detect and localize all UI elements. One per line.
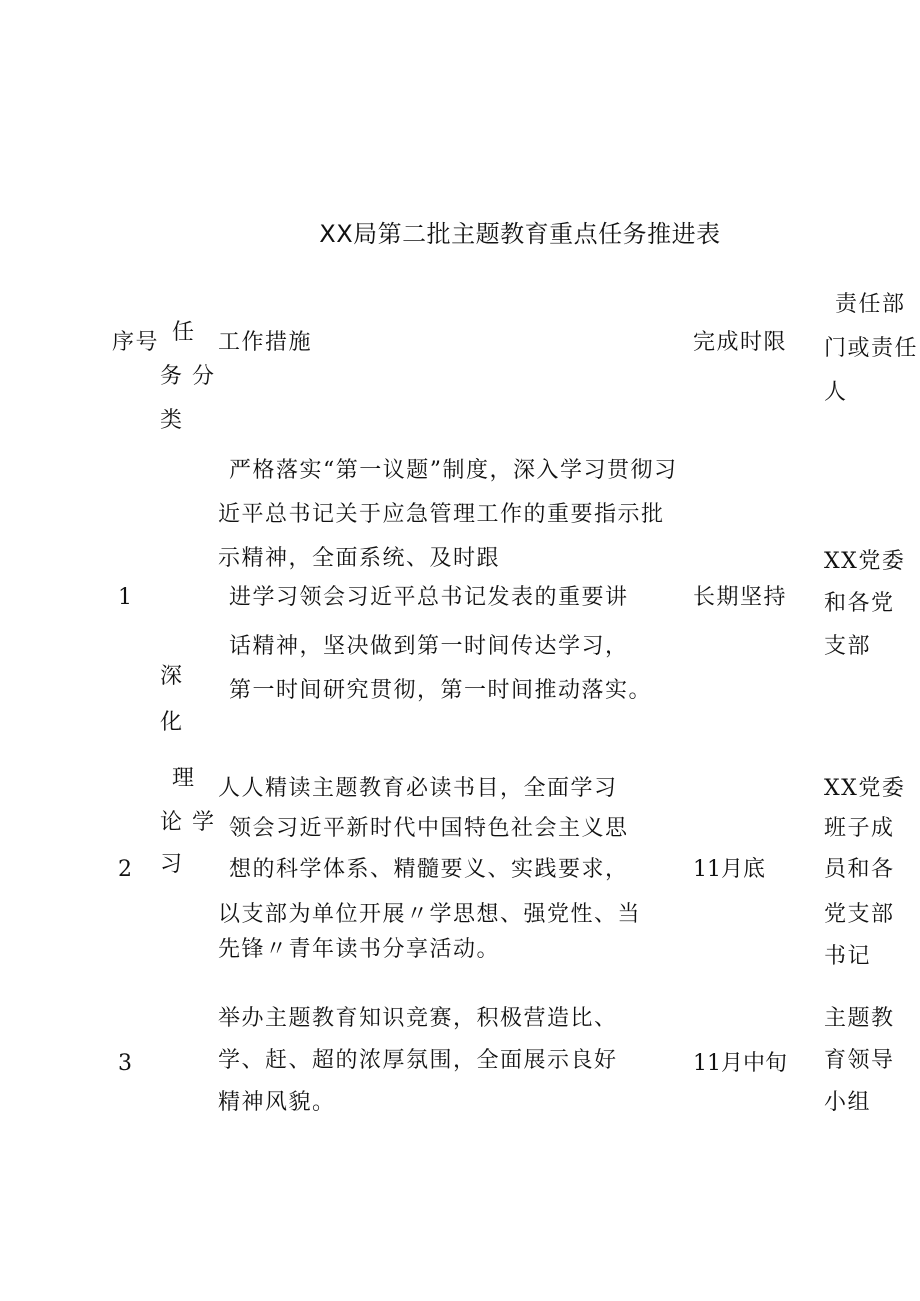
row-measure-line: 举办主题教育知识竞赛，积极营造比、 [218, 1006, 618, 1031]
page-title: XX局第二批主题教育重点任务推进表 [319, 220, 721, 248]
category-line: 深 [160, 664, 184, 689]
row-owner-line: 党支部 [824, 902, 895, 927]
row-measure-line: 示精神，全面系统、及时跟 [218, 546, 501, 571]
row-measure-line: 人人精读主题教育必读书目，全面学习 [218, 776, 618, 801]
header-owner-line: 门或责任 [824, 336, 919, 361]
row-measure-line: 以支部为单位开展〃学思想、强党性、当 [218, 902, 642, 927]
row-deadline: 11月底 [693, 857, 765, 882]
category-line: 理 [172, 766, 196, 791]
row-deadline: 11月中旬 [693, 1051, 787, 1076]
row-number: 2 [118, 857, 132, 882]
category-line: 化 [160, 710, 184, 735]
row-measure-line: 学、赶、超的浓厚氛围，全面展示良好 [218, 1048, 618, 1073]
row-owner-line: XX党委 [824, 776, 906, 801]
row-measure-line: 精神风貌。 [218, 1090, 336, 1115]
row-measure-line: 先锋〃青年读书分享活动。 [218, 937, 501, 962]
category-line: 论 学 [160, 810, 216, 835]
row-number: 1 [118, 585, 132, 610]
row-owner-line: XX党委 [824, 549, 906, 574]
row-measure-line: 第一时间研究贯彻，第一时间推动落实。 [229, 678, 653, 703]
row-measure-line: 近平总书记关于应急管理工作的重要指示批 [218, 502, 665, 527]
row-measure-line: 想的科学体系、精髓要义、实践要求， [229, 857, 629, 882]
header-deadline: 完成时限 [693, 330, 788, 355]
category-line: 习 [160, 852, 184, 877]
row-deadline: 长期坚持 [693, 585, 788, 610]
row-owner-line: 班子成 [824, 816, 895, 841]
row-owner-line: 主题教 [824, 1006, 895, 1031]
header-owner-line: 人 [824, 380, 848, 405]
row-measure-line: 领会习近平新时代中国特色社会主义思 [229, 816, 629, 841]
row-owner-line: 和各党 [824, 591, 895, 616]
row-owner-line: 支部 [824, 634, 872, 659]
header-seq: 序号 [112, 330, 160, 355]
header-category-line: 类 [160, 408, 184, 433]
row-measure-line: 进学习领会习近平总书记发表的重要讲 [229, 585, 629, 610]
row-number: 3 [118, 1051, 132, 1076]
row-owner-line: 员和各 [824, 857, 895, 882]
row-owner-line: 小组 [824, 1090, 872, 1115]
header-owner-line: 责任部 [835, 292, 906, 317]
header-category-line: 务 分 [160, 364, 216, 389]
row-measure-line: 话精神，坚决做到第一时间传达学习， [229, 634, 629, 659]
header-category-line: 任 [172, 320, 196, 345]
header-measures: 工作措施 [218, 330, 313, 355]
row-measure-line: 严格落实“第一议题”制度，深入学习贯彻习 [229, 458, 678, 483]
row-owner-line: 书记 [824, 944, 872, 969]
row-owner-line: 育领导 [824, 1048, 895, 1073]
